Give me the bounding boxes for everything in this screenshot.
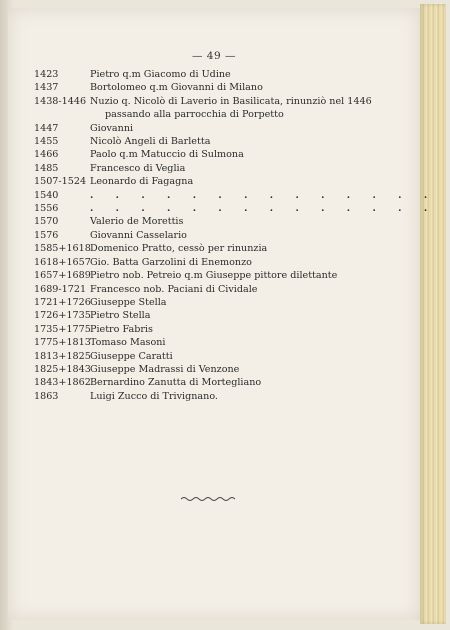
- list-item: [34, 269, 354, 282]
- entry-date: 1618+1657: [34, 256, 91, 268]
- list-item: [34, 148, 354, 161]
- entry-date: 1825+1843: [34, 363, 91, 375]
- entry-date: 1721+1726: [34, 296, 91, 308]
- entry-date: 1437: [34, 82, 59, 94]
- list-item: [34, 323, 354, 336]
- entry-name: Giuseppe Caratti: [90, 350, 173, 362]
- entry-name: Domenico Pratto, cessò per rinunzia: [90, 243, 268, 255]
- entry-date: 1438-1446: [34, 95, 87, 107]
- entry-name: Pietro Stella: [90, 310, 151, 322]
- entry-name: Luigi Zucco di Trivignano.: [90, 390, 218, 402]
- entry-date: 1689-1721: [34, 283, 87, 295]
- entry-date: 1485: [34, 162, 59, 174]
- parish-register-list: [34, 68, 437, 403]
- list-item: [34, 283, 354, 296]
- entry-name: Pietro nob. Petreio q.m Giuseppe pittore dilettante: [90, 270, 338, 282]
- list-item: [34, 296, 354, 309]
- entry-name: Giuseppe Madrassi di Venzone: [90, 363, 240, 375]
- list-item: [34, 189, 437, 202]
- wavy-rule-ornament: [180, 495, 238, 503]
- entry-name: Giovanni Casselario: [90, 229, 187, 241]
- entry-name: Tomaso Masoni: [90, 337, 166, 349]
- entry-dots: . . . . . . . . . . . . . .: [90, 189, 437, 201]
- entry-date: 1576: [34, 229, 59, 241]
- entry-name: Francesco di Veglia: [90, 162, 186, 174]
- entry-date: 1540: [34, 189, 59, 201]
- entry-name: Giovanni: [90, 122, 134, 134]
- entry-name: Nicolò Angeli di Barletta: [90, 136, 211, 148]
- entry-date: 1813+1825: [34, 350, 91, 362]
- list-item: [34, 202, 437, 215]
- list-item: [34, 256, 354, 269]
- list-item: [34, 309, 354, 322]
- entry-date: 1726+1735: [34, 310, 91, 322]
- entry-name: Gio. Batta Garzolini di Enemonzo: [90, 256, 252, 268]
- entry-name: Giuseppe Stella: [90, 296, 167, 308]
- entry-name: Paolo q.m Matuccio di Sulmona: [90, 149, 244, 161]
- list-item: [34, 215, 354, 228]
- entry-dots: . . . . . . . . . . . . . .: [90, 203, 437, 215]
- entry-date: 1447: [34, 122, 59, 134]
- entry-date: 1843+1862: [34, 377, 91, 389]
- list-item: [34, 135, 354, 148]
- list-item: [34, 122, 354, 135]
- list-item: [34, 242, 354, 255]
- entry-name-block: [90, 95, 372, 122]
- page-edge: [420, 4, 446, 624]
- entry-date: 1863: [34, 390, 59, 402]
- list-item: [34, 162, 354, 175]
- entry-name: Nuzio q. Nicolò di Laverio in Basilicata, rinunziò nel 1446: [90, 95, 372, 107]
- entry-date: 1455: [34, 136, 59, 148]
- entry-name: Bernardino Zanutta di Mortegliano: [90, 377, 262, 389]
- entry-name: Pietro q.m Giacomo di Udine: [90, 69, 231, 80]
- list-item: [34, 336, 354, 349]
- entry-continuation: passando alla parrocchia di Porpetto: [105, 109, 284, 121]
- list-item: [34, 390, 354, 403]
- list-item: [34, 363, 354, 376]
- list-item: [34, 350, 354, 363]
- book-page: [8, 8, 437, 620]
- list-item: [34, 175, 354, 188]
- entry-date: 1556: [34, 203, 59, 215]
- list-item: [34, 68, 354, 81]
- entry-date: 1466: [34, 149, 59, 161]
- entry-date: 1423: [34, 69, 59, 80]
- list-item: [34, 95, 372, 122]
- entry-date: 1570: [34, 216, 59, 228]
- entry-name: Valerio de Morettis: [90, 216, 184, 228]
- list-item: [34, 229, 354, 242]
- entry-date: 1585+1618: [34, 243, 91, 255]
- entry-date: 1657+1689: [34, 270, 91, 282]
- entry-name: Pietro Fabris: [90, 323, 153, 335]
- page-number: — 49 —: [191, 50, 237, 62]
- entry-date: 1775+1813: [34, 337, 91, 349]
- list-item: [34, 81, 354, 94]
- entry-date: 1735+1775: [34, 323, 91, 335]
- entry-name: Leonardo di Fagagna: [90, 176, 194, 188]
- entry-name: Francesco nob. Paciani di Cividale: [90, 283, 258, 295]
- entry-date: 1507-1524: [34, 176, 87, 188]
- list-item: [34, 376, 354, 389]
- entry-name: Bortolomeo q.m Giovanni di Milano: [90, 82, 263, 94]
